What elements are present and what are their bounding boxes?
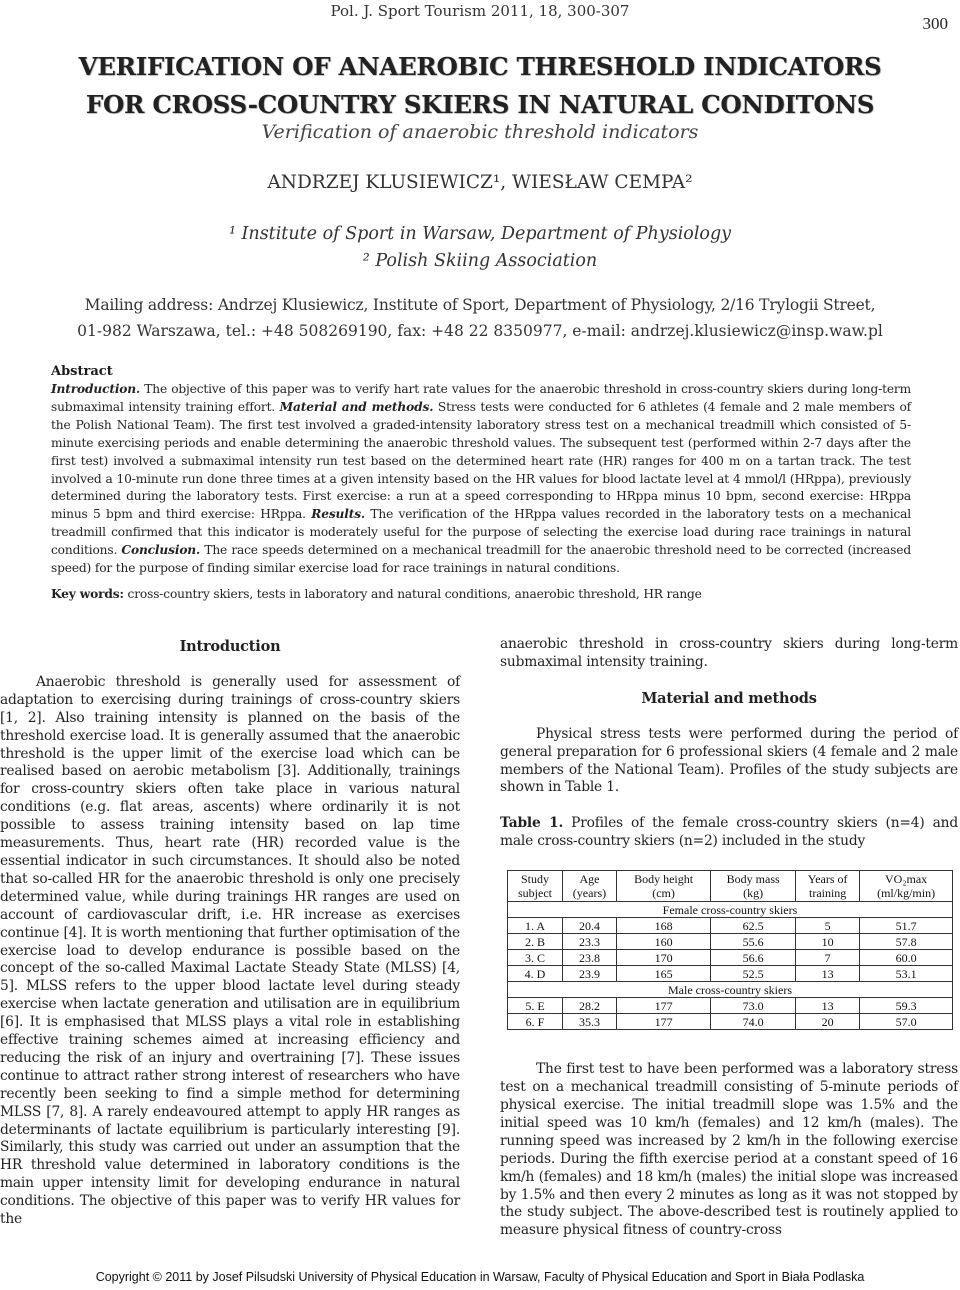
left-column: [0, 636, 460, 1229]
table-row: 3. C 23.8 170 56.6 7 60.0: [508, 950, 953, 966]
abstract-results-label: Results.: [311, 507, 366, 522]
after-table-paragraph: The first test to have been performed was a laboratory stress test on a mechanical treadmill consisting of 5-minute periods of physical exercise. The initial treadmill slope was 1.5% and the initial speed was 10 km/h (females) and 12 km/h (males). The running speed was increased by 2 km/h in the following exercise periods. During the fifth exercise period at a constant speed of 16 km/h (females) and 18 km/h (males) the initial slope was increased by 1.5% and then every 2 minutes as long as it was not stopped by the study subject. The above-described test is routinely applied to measure physical fitness of country-cross: [500, 1061, 958, 1239]
table-row: 5. E 28.2 177 73.0 13 59.3: [508, 998, 953, 1014]
abstract-conclusion-label: Conclusion.: [121, 543, 201, 558]
introduction-continuation: anaerobic threshold in cross-country skiers during long-term submaximal intensity training.: [500, 636, 958, 670]
table-caption: [500, 815, 958, 851]
copyright-footer: Copyright © 2011 by Josef Pilsudski University of Physical Education in Warsaw, Faculty of Physical Education and Sport in Biała Podlaska: [95, 1270, 865, 1284]
table-header-cell: VO₂max (ml/kg/min): [860, 871, 953, 902]
keywords: [51, 587, 911, 601]
table-header-cell: Body mass (kg): [711, 871, 796, 902]
mailing-address-line-1: Mailing address: Andrzej Klusiewicz, Institute of Sport, Department of Physiology, 2/16 Trylogii Street,: [84, 296, 876, 314]
subject-profile-table: [507, 870, 953, 1030]
table-row: 4. D 23.9 165 52.5 13 53.1: [508, 966, 953, 982]
table-header-cell: Years of training: [796, 871, 860, 902]
abstract-heading: Abstract: [51, 364, 113, 379]
abstract-intro-text: The objective of this paper was to verify hart rate values for the anaerobic threshold in cross-country skiers during long-term submaximal intensity training effort.: [51, 382, 911, 414]
mailing-address-line-2: 01-982 Warszawa, tel.: +48 508269190, fax: +48 22 8350977, e-mail: andrzej.klusiewicz@insp.waw.pl: [77, 322, 883, 340]
abstract-body: [51, 381, 911, 578]
introduction-paragraph: Anaerobic threshold is generally used for assessment of adaptation to exercising during trainings of cross-country skiers [1, 2]. Also training intensity is planned on the basis of the threshold exercise load. It is generally assumed that the anaerobic threshold is the upper limit of the exercise load which can be realised based on aerobic metabolism [3]. Additionally, trainings for cross-country skiers often take place in various natural conditions (e.g. flat areas, ascents) where ordinarily it is not possible to assess training intensity based on lap time measurements. Thus, heart rate (HR) recorded value is the essential indicator in such circumstances. It should also be noted that so-called HR for the anaerobic threshold is only one precisely determined value, while during trainings HR ranges are used on account of cardiovascular drift, i.e. HR increase as exercises continue [4]. It is worth mentioning that further optimisation of the exercise load to develop endurance is possible based on the concept of the so-called Maximal Lactate Steady State (MLSS) [4, 5]. MLSS refers to the upper blood lactate level during steady exercise when lactate generation and utilisation are in equilibrium [6]. It is emphasised that MLSS plays a vital role in establishing effective training schemes aimed at increasing efficiency and reducing the risk of an injury and overtraining [7]. These issues continue to attract rather strong interest of researchers who have recently been seeking to find a simple method for determining MLSS [7, 8]. A rarely endeavoured attempt to apply HR ranges as determinants of lactate equilibrium is particularly interesting [9]. Similarly, this study was carried out under an assumption that the HR threshold value determined in laboratory conditions is the main upper intensity limit for developing endurance in natural conditions. The objective of this paper was to verify HR values for the: [0, 673, 460, 1228]
abstract-methods-text: Stress tests were conducted for 6 athletes (4 female and 2 male members of the Polish National Team). The first test involved a graded-intensity laboratory stress test on a mechanical treadmill which consisted of 5-minute exercising periods and enable determining the anaerobic threshold values. The subsequent test (performed within 2-7 days after the first test) involved a submaximal intensity run test based on the determined heart rate (HR) ranges for 400 m on a tartan track. The test involved a 10-minute run done three times at a given intensity based on the HR values for blood lactate level at 4 mmol/l (HRppa), previously determined during the laboratory tests. First exercise: a run at a speed corresponding to HRppa minus 10 bpm, second exercise: HRppa minus 5 bpm and third exercise: HRppa.: [51, 399, 911, 522]
abstract-results-text: The verification of the HRppa values recorded in the laboratory tests on a mechanical treadmill confirmed that this indicator is moderately useful for the purpose of selecting the exercise load during race trainings in natural conditions.: [51, 507, 911, 558]
affiliation-2: ² Polish Skiing Association: [362, 251, 598, 271]
page-number: 300: [922, 14, 948, 33]
title-line-2: FOR CROSS-COUNTRY SKIERS IN NATURAL CONDITONS: [85, 90, 875, 119]
journal-citation: Pol. J. Sport Tourism 2011, 18, 300-307: [330, 2, 630, 20]
table-group-row-female: Female cross-country skiers: [508, 902, 953, 918]
abstract-intro-label: Introduction.: [51, 382, 141, 396]
table-header-cell: Study subject: [508, 871, 563, 902]
table-caption-text: Profiles of the female cross-country skiers (n=4) and male cross-country skiers (n=2) included in the study: [500, 815, 958, 850]
methods-paragraph: Physical stress tests were performed during the period of general preparation for 6 professional skiers (4 female and 2 male members of the National Team). Profiles of the study subjects are shown in Table 1.: [500, 725, 958, 796]
table-caption-label: Table 1.: [500, 815, 564, 832]
table-header-cell: Age (years): [563, 871, 617, 902]
abstract-methods-label: Material and methods.: [279, 399, 434, 414]
table-row: 2. B 23.3 160 55.6 10 57.8: [508, 934, 953, 950]
title-line-1: VERIFICATION OF ANAEROBIC THRESHOLD INDICATORS: [78, 52, 882, 81]
keywords-text: cross-country skiers, tests in laboratory and natural conditions, anaerobic threshold, HR range: [123, 587, 702, 601]
table-header-cell: Body height (cm): [616, 871, 710, 902]
affiliation-1: ¹ Institute of Sport in Warsaw, Department of Physiology: [228, 224, 732, 244]
table-row: 6. F 35.3 177 74.0 20 57.0: [508, 1014, 953, 1030]
table-header-row: [508, 871, 953, 902]
paper-title: [0, 48, 960, 124]
abstract-conclusion-text: The race speeds determined on a mechanical treadmill for the anaerobic threshold need to be corrected (increased speed) for the purpose of finding similar exercise load for race trainings in natural conditions.: [51, 543, 911, 576]
authors: ANDRZEJ KLUSIEWICZ¹, WIESŁAW CEMPA²: [267, 172, 693, 193]
table-group-row-male: Male cross-country skiers: [508, 982, 953, 998]
running-title: Verification of anaerobic threshold indicators: [261, 121, 699, 143]
table-row: 1. A 20.4 168 62.5 5 51.7: [508, 918, 953, 934]
methods-heading: Material and methods: [641, 689, 817, 707]
introduction-heading: Introduction: [179, 638, 281, 655]
keywords-label: Key words:: [51, 587, 124, 601]
